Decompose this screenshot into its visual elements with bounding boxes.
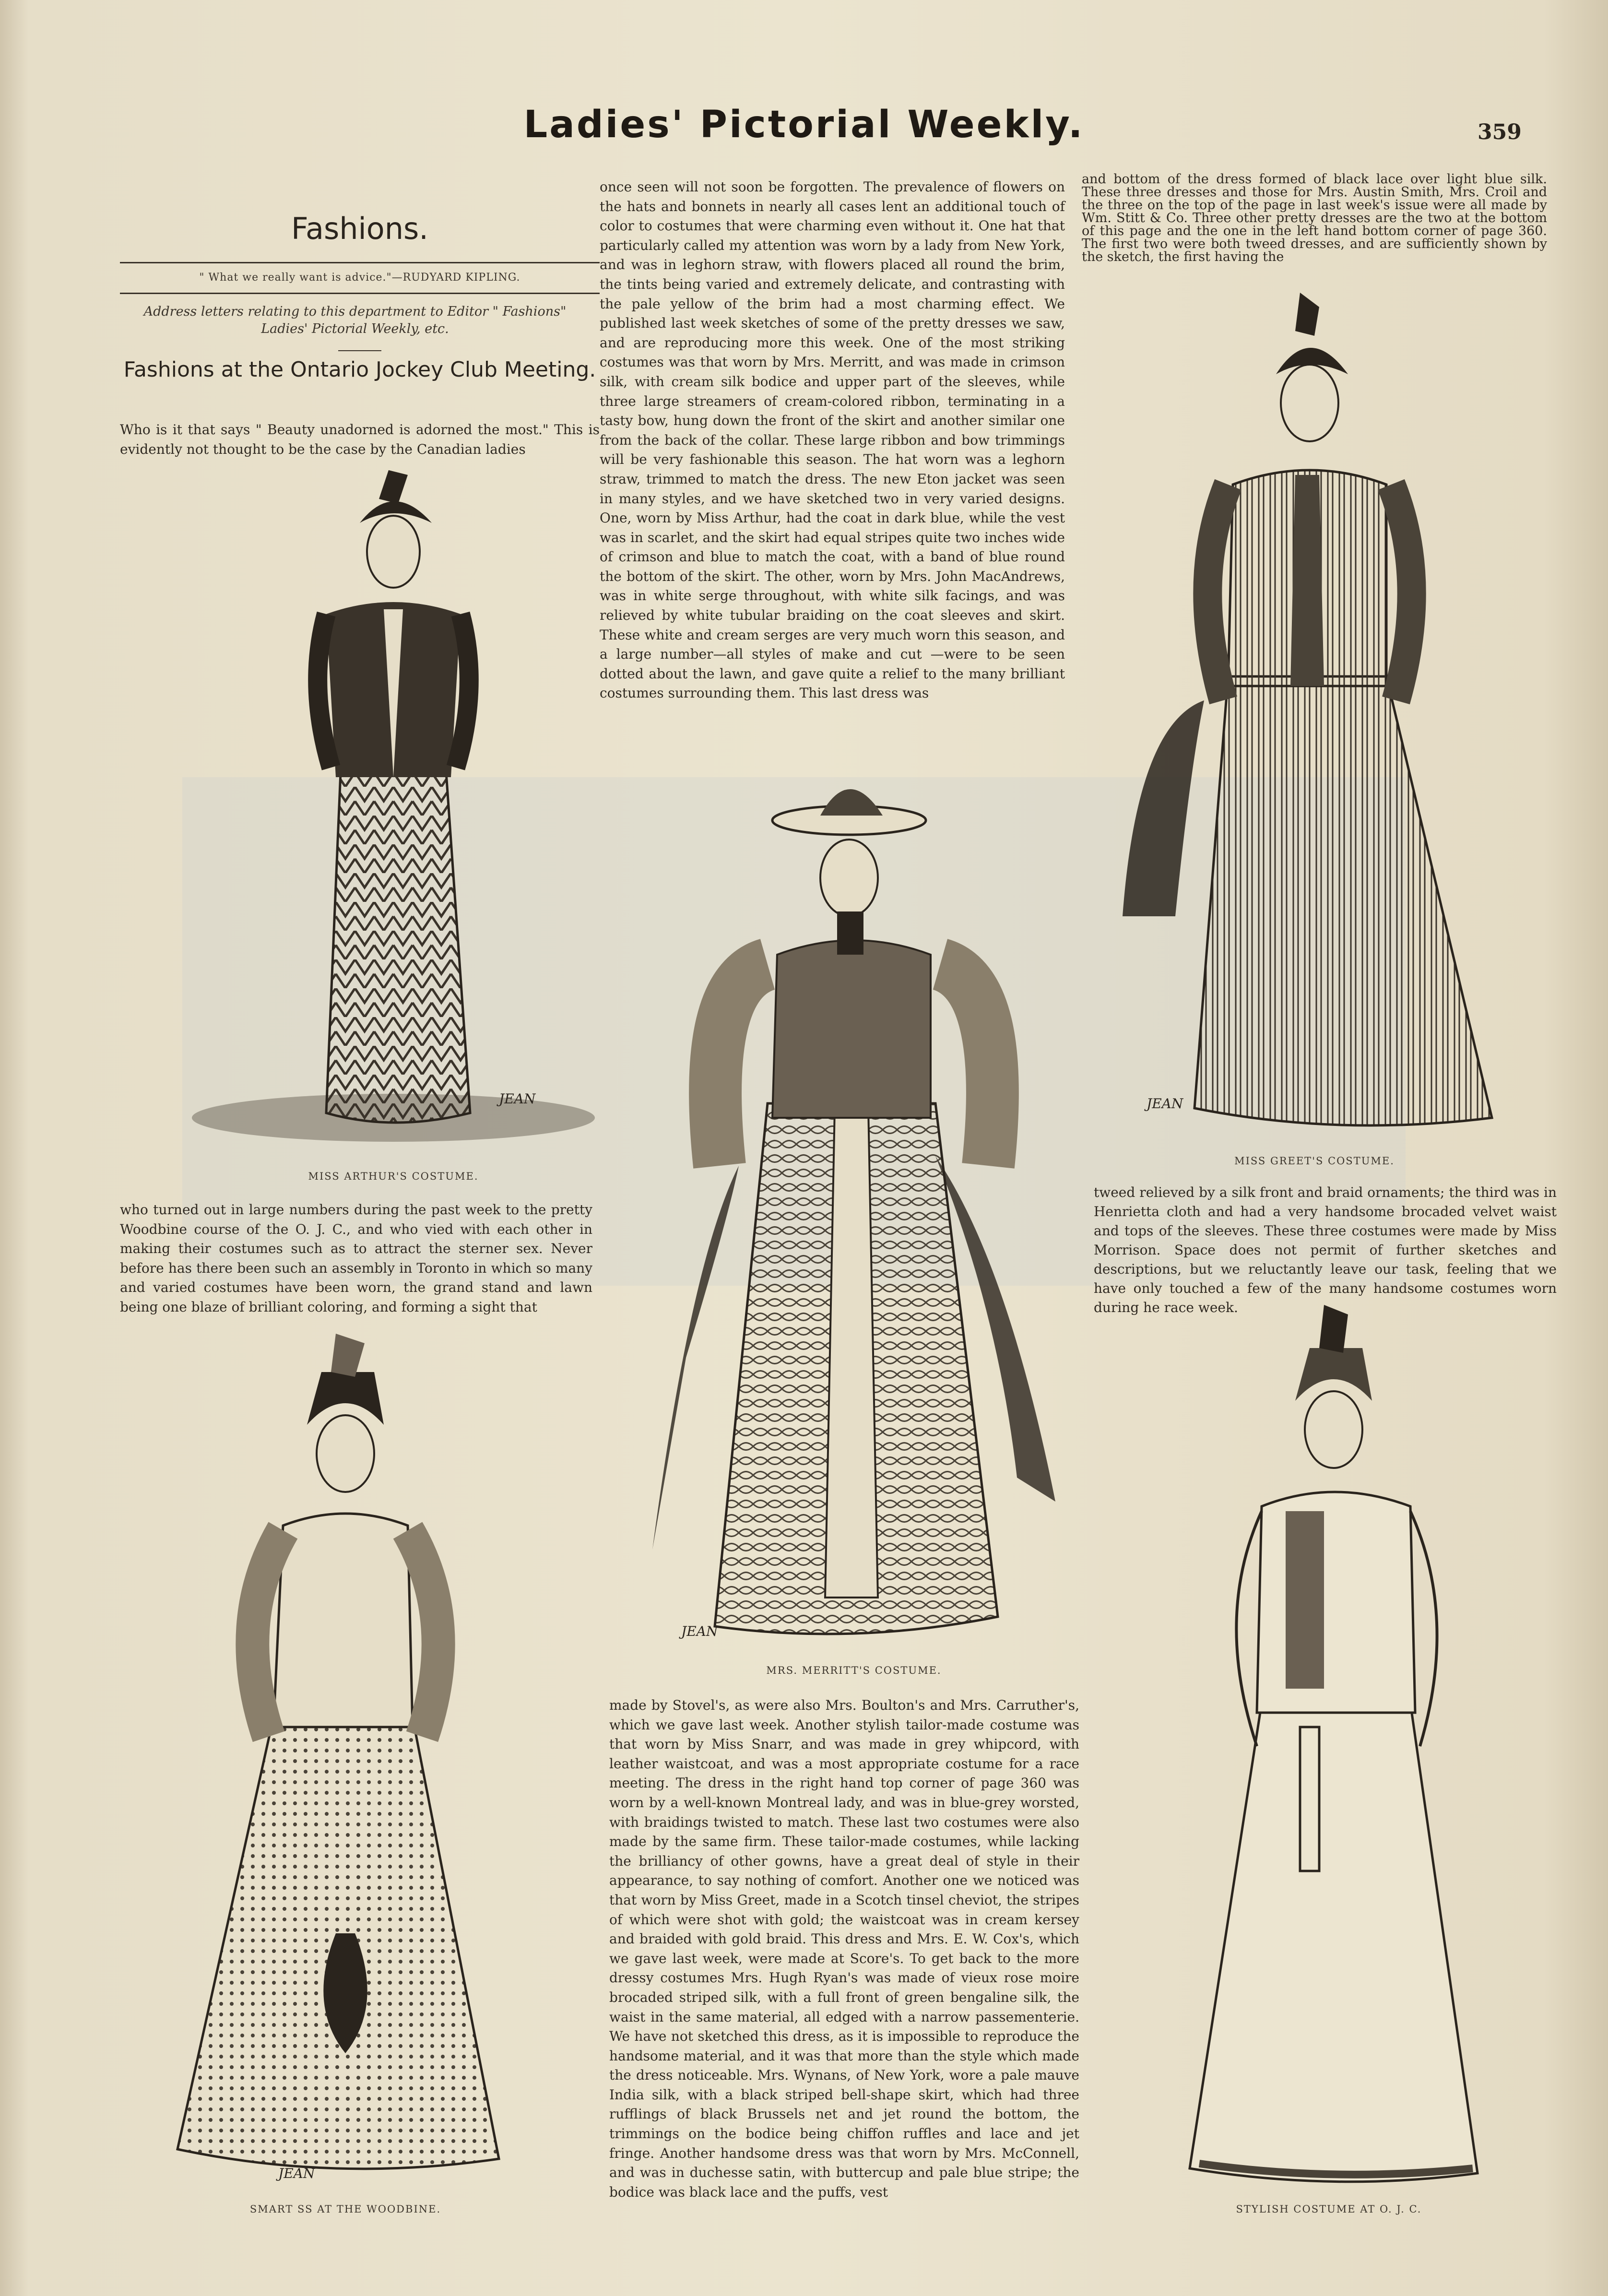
woodbine-signature: JEAN (278, 2166, 315, 2181)
section-title: Fashions. (291, 211, 429, 246)
article-col1-top: Who is it that says " Beauty unadorned is adorned the most." This is evidently not thought to be the case by the Canadian ladies (120, 422, 600, 457)
miss-arthur-illustration (182, 470, 604, 1161)
greet-caption: MISS GREET'S COSTUME. (1234, 1155, 1395, 1167)
woodbine-caption: SMART SS AT THE WOODBINE. (249, 2203, 441, 2215)
arthur-caption: MISS ARTHUR'S COSTUME. (308, 1171, 479, 1182)
mrs-merritt-illustration (624, 734, 1084, 1641)
section-rule-bottom (120, 293, 600, 294)
greet-signature: JEAN (1147, 1096, 1183, 1112)
section-motto: " What we really want is advice."—RUDYARD KIPLING. (199, 272, 520, 284)
merritt-caption: MRS. MERRITT'S COSTUME. (766, 1665, 942, 1676)
woodbine-illustration (163, 1334, 528, 2183)
arthur-signature: JEAN (499, 1091, 536, 1107)
merritt-signature: JEAN (681, 1623, 718, 1639)
article-col1-bottom: who turned out in large numbers during the past week to the pretty Woodbine course of the O. J. C., and who vied with each other in making their costumes such as to attract the sterner sex. Never before has there been such an assembly in Toronto in which so many and varied costumes have been worn, the grand stand and lawn being one blaze of brilliant coloring, and forming a sight that (120, 1202, 592, 1315)
article-title: Fashions at the Ontario Jockey Club Meeting. (123, 357, 596, 382)
miss-greet-illustration (1118, 293, 1511, 1142)
ojc-illustration (1142, 1305, 1516, 2197)
short-divider (338, 350, 381, 351)
article-col2-bottom: made by Stovel's, as were also Mrs. Boulton's and Mrs. Carruther's, which we gave last week. Another stylish tailor-made costume was that worn by Miss Snarr, and was made in grey whipcord, with leather waistcoat, and was a most appropriate costume for a race meeting. The dress in the right hand top corner of page 360 was worn by a well-known Montreal lady, and was in blue-grey worsted, with braidings twisted to match. These last two costumes were also made by the same firm. These tailor-made costumes, while lacking the brilliancy of other gowns, have a great deal of style in their appearance, to say nothing of comfort. Another one we noticed was that worn by Miss Greet, made in a Scotch tinsel cheviot, the stripes of which were shot with gold; the waistcoat was in cream kersey and braided with gold braid. This dress and Mrs. E. W. Cox's, which we gave last week, were made at Score's. To get back to the more dressy costumes Mrs. Hugh Ryan's was made of vieux rose moire brocaded striped silk, with a full front of green bengaline silk, the waist in the same material, all edged with a narrow passementerie. We have not sketched this dress, as it is impossible to reproduce the handsome material, and it was that more than the style which made the dress noticeable. Mrs. Wynans, of New York, wore a pale mauve India silk, with a black striped bell-shape skirt, which had three rufflings of black Brussels net and jet round the bottom, the trimmings on the bodice being chiffon ruffles and lace and jet fringe. Another handsome dress was that worn by Mrs. McConnell, and was in duchesse satin, with buttercup and pale blue stripe; the bodice was black lace and the puffs, vest (609, 1697, 1079, 2200)
article-col3-bottom: tweed relieved by a silk front and braid ornaments; the third was in Henrietta cloth and had a very handsome brocaded velvet waist and tops of the sleeves. These three costumes were made by Miss Morrison. Space does not permit of further sketches and descriptions, but we reluctantly leave our task, feeling that we have only touched a few of the many handsome costumes worn during he race week. (1094, 1184, 1557, 1315)
ojc-caption: STYLISH COSTUME AT O. J. C. (1236, 2203, 1422, 2215)
address-note: Address letters relating to this department to Editor " Fashions" Ladies' Pictorial Weekly, etc. (143, 304, 567, 336)
masthead-title: Ladies' Pictorial Weekly. (523, 103, 1085, 146)
section-rule-top (120, 262, 600, 263)
article-col2-top: once seen will not soon be forgotten. The prevalence of flowers on the hats and bonnets in nearly all cases lent an additional touch of color to costumes that were charming even without it. One hat that particularly called my attention was worn by a lady from New York, and was in leghorn straw, with flowers placed all round the brim, the tints being varied and extremely delicate, and contrasting with the pale yellow of the brim had a most charming effect. We published last week sketches of some of the pretty dresses we saw, and are reproducing more this week. One of the most striking costumes was that worn by Mrs. Merritt, and was made in crimson silk, with cream silk bodice and upper part of the sleeves, while three large streamers of cream-colored ribbon, terminating in a tasty bow, hung down the front of the skirt and another similar one from the back of the collar. These large ribbon and bow trimmings will be very fashionable this season. The hat worn was a leghorn straw, trimmed to match the dress. The new Eton jacket was seen in many styles, and we have sketched two in very varied designs. One, worn by Miss Arthur, had the coat in dark blue, while the vest was in scarlet, and the skirt had equal stripes quite two inches wide of crimson and blue to match the coat, with a band of blue round the bottom of the skirt. The other, worn by Mrs. John MacAndrews, was in white serge throughout, with white silk facings, and was relieved by white tubular braiding on the coat sleeves and skirt. These white and cream serges are very much worn this season, and a large number—all styles of make and cut —were to be seen dotted about the lawn, and gave quite a relief to the many brilliant costumes surrounding them. This last dress was (600, 179, 1065, 701)
article-col3-top: and bottom of the dress formed of black lace over light blue silk. These three dresses and those for Mrs. Austin Smith, Mrs. Croil and the three on the top of the page in last week's issue were all made by Wm. Stitt & Co. Three other pretty dresses are the two at the bottom of this page and the one in the left hand bottom corner of page 360. The first two were both tweed dresses, and are sufficiently shown by the sketch, the first having the (1082, 172, 1547, 264)
page-number: 359 (1478, 120, 1522, 144)
